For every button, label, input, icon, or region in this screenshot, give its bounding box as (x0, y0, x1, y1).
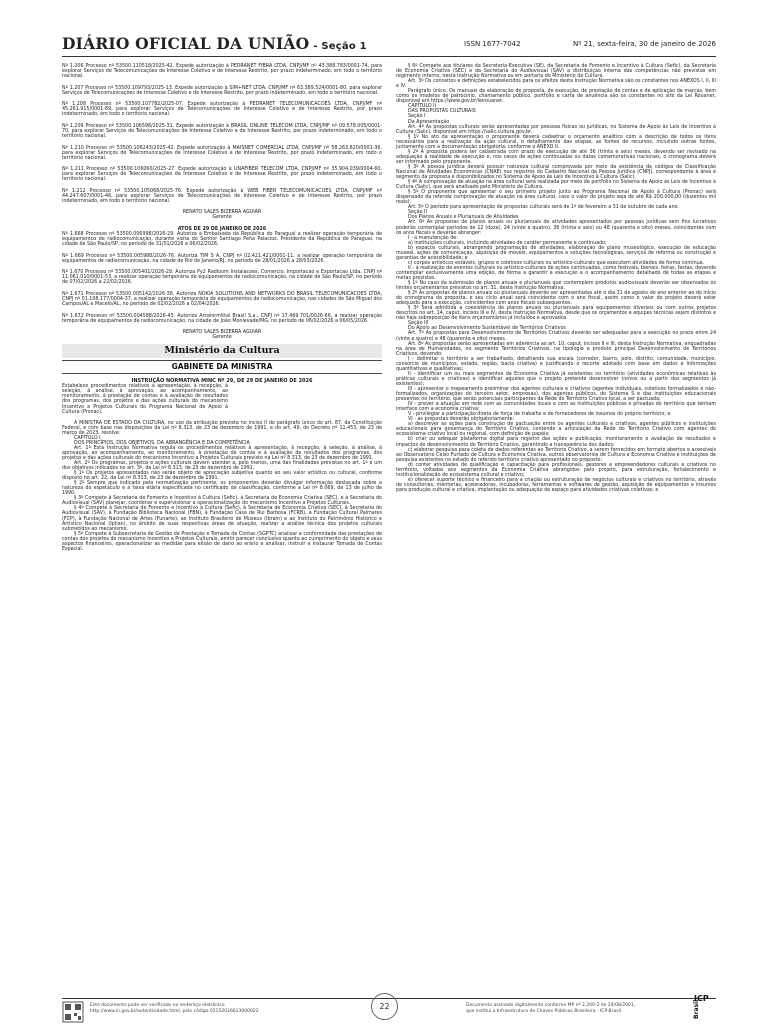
paragraph: Nº 1.206 Processo nº 53500.110518/2025-42. Expede autorização à PEDRANET FIBRA LTDA, CNPJ/MF nº 43.388.783/0001-74, para explorar Serviços de Telecomunicações de Interesse Coletivo e de Interesse Restrito, por prazo indeterminado, em todo o território nacional. (62, 64, 382, 80)
paragraph: a) instituições culturais, incluindo atividades de caráter permanente e continuado; (408, 240, 607, 246)
paragraph: e) oferecer suporte técnico e financeiro para a criação ou estruturação de negócios culturais e criativos no território, através de consultorias, mentorias, aceleradoras, incubadoras, ferramentas e softwares de gestão, aquisição de equipamentos e insumos para produção cultural e criativa, implantação ou adequação de espaço para atividades criativas coletivas; e (396, 477, 716, 493)
paragraph: § 2º Sempre que indicado pela normatização pertinente, os proponentes deverão divulgar informação destacada sobre a natureza do espetáculo e a faixa etária especificada no certificado de classificação, conforme a Lei nº 8.069, de 13 de julho de 1990. (62, 481, 382, 497)
instruction-body-continued (396, 64, 716, 493)
page-header (62, 34, 716, 54)
cabinet-heading: GABINETE DA MINISTRA (62, 360, 382, 374)
left-column (62, 64, 382, 552)
paragraph: § 5º O proponente que apresentar o seu primeiro projeto junto ao Programa Nacional de Apoio à Cultura (Pronac) será dispensado da referida comprovação de atuação na área cultural, caso o valor do projeto seja de até R$ 200.000,00 (duzentos mil reais). (396, 190, 716, 206)
paragraph: Nº 1.672 Processo nº 53500.004588/2026-43. Autoriza Arcelormittal Brasil S.a., CNPJ nº 17.469.701/0026-66, a realizar operação temporária de equipamentos de radiocomunicação, na cidade de João Monlevade/MG, no período de 06/02/2026 a 06/05/2026. (62, 313, 382, 324)
paragraph: Do Apoio ao Desenvolvimento Sustentável de Territórios Criativos (408, 326, 566, 332)
paragraph: Art. 8º As propostas serão apresentadas em aderência ao art. 10, caput, incisos II e III, desta Instrução Normativa, enquadradas na área de Humanidades, no segmento Territórios Criativos, na tipologia e produto principal Desenvolvimento de Territórios Criativos, devendo: (396, 341, 716, 357)
paragraph: Art. 7º As propostas para Desenvolvimento de Territórios Criativos deverão ser adequadas para a execução no prazo entre 24 (vinte e quatro) e 48 (quarenta e oito) meses. (396, 331, 716, 342)
paragraph: Seção II (408, 210, 427, 216)
paragraph: c) corpos artísticos estáveis, grupos e coletivos culturais ou artístico-culturais que executem atividades de forma contínua. (408, 260, 705, 266)
paragraph: Art. 2º Os programas, projetos e ações culturais devem atender a, pelo menos, uma das finalidades previstas no art. 1º e um dos objetivos indicados no art. 3º, da Lei nº 8.313, de 23 de dezembro de 1991. (62, 460, 382, 472)
signature-role: Gerente (212, 335, 232, 341)
newspaper-title (62, 34, 367, 53)
verification-line: Este documento pode ser verificado no endereço eletrônico (90, 1003, 225, 1008)
page-footer (62, 994, 716, 1027)
atos-title: ATOS DE 29 DE JANEIRO DE 2026 (177, 227, 267, 233)
signature-line: que institui a Infraestrutura de Chaves Públicas Brasileira - ICP-Brasil. (466, 1008, 623, 1014)
paragraph: b) criar ou adequar plataforma digital para registro das ações e publicação, monitoramento e avaliação de resultados e impactos do desenvolvimento do Território Criativo, garantindo a transparência dos dados; (396, 437, 716, 448)
signature-note (466, 1003, 635, 1014)
paragraph: § 5º Compete à Subsecretaria de Gestão de Prestação e Tomada de Contas (SGPTC) analisar a conformidade das prestações de contas dos projetos do mecanismo Incentivo a Projetos Culturais, emitir parecer conclusivo quanto ao cumprimento do objeto e seus aspectos financeiros, operacionalizar as medidas para elisão de dano ao erário e analisar, instruir e instaurar Tomada de Contas Especial. (62, 531, 382, 552)
title-text: DIÁRIO OFICIAL DA UNIÃO (62, 34, 310, 53)
paragraph: Da Apresentação (408, 119, 450, 125)
paragraph: CAPÍTULO I (74, 435, 101, 441)
section-label: - Seção 1 (313, 41, 367, 52)
paragraph: Nº 1.211 Processo nº 53500.106060/2025-27. Expede autorização à UNAFIBER TELECOM LTDA, CNPJ/MF nº 35.904.039/0004-60, para explorar Serviços de Telecomunicações de Interesse Coletivo e de Interesse Restrito, por prazo indeterminado, em todo o território nacional. (62, 167, 382, 183)
telecom-authorizations (62, 64, 382, 204)
paragraph: DOS PRINCÍPIOS, DOS OBJETIVOS, DA ABRANGÊNCIA E DA COMPETÊNCIA (74, 440, 250, 446)
instruction-body (62, 421, 382, 552)
paragraph: Nº 1.670 Processo nº 53500.005401/2026-29. Autoriza Py2 Radioom Instalacoes, Comercio, Importacao e Exportacao Ltda, CNPJ nº 11.061.010/0001-53, a realizar operação temporária de equipamentos de radiocomunicação, na cidade de São Paulo/SP, no período de 07/02/2026 a 22/02/2026. (62, 270, 382, 286)
paragraph: VI - as propostas deverão obrigatoriamente: (408, 417, 515, 423)
signature-name: RENATO SALES BIZERRA AGUIAR (182, 210, 262, 216)
paragraph: § 3º Será admitida a coexistência de planos anuais ou plurianuais para equipamentos diversos ou com outros projetos descritos no art. 14, caput, incisos III e IV, desta Instrução Normativa, desde que os orçamentos e equipes técnicas sejam distintos e não haja sobreposição de itens orçamentários já incluídos e aprovados. (396, 306, 716, 322)
paragraph: § 6º Compete aos titulares da Secretaria-Executiva (SE), da Secretaria de Fomento e Incentivo à Cultura (Sefic), da Secretaria de Economia Criativa (SEC) e da Secretaria do Audiovisual (SAV) a distribuição interna das competências não previstas em regimento interno, nesta Instrução Normativa ou em portaria do Ministério da Cultura. (396, 64, 716, 80)
paragraph: I - a manutenção de: (408, 235, 458, 241)
paragraph: § 3º A pessoa jurídica deverá possuir natureza cultural comprovada por meio da existência de códigos de Classificação Nacional de Atividades Econômicas (CNAE) nos registros do Cadastro Nacional da Pessoa Jurídica (CNPJ), correspondente à área e segmento da proposta e disponibilizados no Sistema de Apoio às Leis de Incentivo à Cultura (Salic). (396, 164, 716, 181)
verification-url: http://www.in.gov.br/autenticidade.html, pelo código 05152026013000022 (90, 1008, 259, 1014)
issue-date: Nº 21, sexta-feira, 30 de janeiro de 2026 (572, 40, 716, 48)
paragraph: § 1º No caso da submissão de planos anuais e plurianuais que contemplem produtos audiovisuais deverão ser observados os limites orçamentários previstos no art. 31, desta Instrução Normativa. (396, 281, 716, 292)
paragraph: a) descrever as ações para construção de pactuação entre os agentes culturais e criativos, agentes públicos e instituições educacionais para governança do Território Criativo, contendo a articulação da Rede do Território Criativo com agentes do ecossistema criativo local ou regional, com definição de papéis; (396, 422, 716, 438)
signature-line: Documento assinado digitalmente conforme MP nº 2.200-2 de 24/08/2001, (466, 1003, 636, 1008)
paragraph: Nº 1.669 Processo nº 53500.005988/2026-76. Autoriza TIM S A, CNPJ nº 02.421.421/0001-11, a realizar operação temporária de equipamentos de radiocomunicação, na cidade de Rio de Janeiro/RJ, no período de 28/01/2026 a 28/03/2026. (62, 253, 382, 264)
atos-list (62, 232, 382, 324)
paragraph: Art. 1º Esta Instrução Normativa regula os procedimentos relativos à apresentação, à recepção, à seleção, à análise, à aprovação, ao acompanhamento, ao monitoramento, à prestação de contas e à avaliação de resultados dos programas, dos projetos e das ações culturais do mecanismo Incentivo a Projetos Culturais previsto na Lei nº 8.313, de 23 de dezembro de 1991. (62, 445, 382, 461)
paragraph: d) conter atividades de qualificação e capacitação para profissionais, gestores e empreendedores culturais e criativos no território, voltadas aos segmentos da Economia Criativa abrangidos pelo projeto, para estruturação, fortalecimento e institucionalização do ecossistema cultural e criativo; (396, 462, 716, 478)
paragraph: § 4º A comprovação de atuação na área cultural será realizada por meio de portfólio no Sistema de Apoio às Leis de Incentivo à Cultura (Salic), que será analisado pelo Ministério da Cultura. (396, 180, 716, 191)
paragraph: Nº 1.208 Processo nº 53500.107782/2025-07. Expede autorização à PEDRANET TELECOMUNICACOES LTDA, CNPJ/MF nº 45.261.915/0001-89, para explorar Serviços de Telecomunicações de Interesse Coletivo e de Interesse Restrito, por prazo indeterminado, em todo o território nacional. (62, 102, 382, 118)
instruction-title: INSTRUÇÃO NORMATIVA MINC Nº 29, DE 29 DE JANEIRO DE 2026 (131, 378, 313, 385)
icp-text: ICP (694, 994, 709, 1003)
paragraph: Nº 1.671 Processo nº 53500.005142/2026-36. Autoriza NOKIA SOLUTIONS AND NETWORKS DO BRASIL TELECOMUNICACOES LTDA, CNPJ nº 01.108.177/0004-37, a realizar operação temporária de equipamentos de radiocomunicação, nas cidades de São Miguel dos Campos/AL e Maceió/AL, no período de 02/02/2026 a 02/04/2026. (62, 291, 382, 308)
verification-note (90, 1003, 259, 1014)
qr-code-icon (62, 1001, 84, 1023)
paragraph: I - delimitar o território a ser trabalhado, detalhando sua escala (corredor, bairro, polo, distrito, comunidade, município, consórcio de municípios, estado, região, bacia criativa) e justificando o recorte adotado com base em dados e informações quantitativas e qualitativas; (396, 356, 716, 372)
paragraph: III - apresentar o mapeamento preliminar dos agentes culturais e criativos (agentes individuais, coletivos formalizados e não-formalizados, organizações do terceiro setor, empresas), dos agentes públicos, do Sistema S e das instituições educacionais presentes no território, que serão potenciais participantes da Rede do Território Criativo local, a ser pactuada; (396, 387, 716, 403)
paragraph: Seção I (408, 114, 426, 120)
paragraph: Parágrafo único. Os manuais de elaboração de proposta, de execução, de prestação de contas e de aplicação de marcas, bem como os modelos de patrocínio, chamamento público, portfólio e carta de anuência são os constantes no site da Lei Rouanet, disponível em https://www.gov.br/leirouanet. (396, 89, 716, 105)
paragraph: II - identificar um ou mais segmentos da Economia Criativa já existentes no território (atividades econômicas relativas às práticas culturais e criativas) e identificar aqueles que o projeto pretende desenvolver (novos ou a partir dos segmentos já existentes); (396, 371, 716, 387)
paragraph: IV - prever a atuação em rede com as comunidades locais e com as instituições públicas e privadas do território que tenham interface com a economia criativa; (396, 402, 716, 413)
paragraph: Nº 1.209 Processo nº 53500.106598/2025-31. Expede autorização à BRASIL ONLINE TELECOM LTDA, CNPJ/MF nº 09.578.005/0001-70, para explorar Serviços de Telecomunicações de Interesse Coletivo e de Interesse Restrito, por prazo indeterminado, em todo o território nacional. (62, 123, 382, 139)
paragraph: § 2º As propostas de planos anuais ou plurianuais deverão ser apresentadas até o dia 31 de agosto do ano anterior ao do início do cronograma da proposta, e seu ciclo anual será coincidente com o ano fiscal, assim como o valor do projeto deverá estar adequado para a execução, coincidentes com anos fiscais subsequentes. (396, 291, 716, 307)
paragraph: Art. 4º As propostas culturais serão apresentadas por pessoas físicas ou jurídicas, no Sistema de Apoio às Leis de Incentivo à Cultura (Salic), disponível em https://salic.cultura.gov.br. (396, 124, 716, 135)
icp-brasil-text: Brasil (693, 999, 700, 1019)
paragraph: V - privilegiar a participação direta de força de trabalho e de fornecedores de insumos do próprio território; e (408, 412, 671, 418)
paragraph: § 4º Compete à Secretaria de Fomento e Incentivo à Cultura (Sefic), à Secretaria de Economia Criativa (SEC), à Secretaria do Audiovisual (SAV), à Fundação Biblioteca Nacional (FBN), à Fundação Casa de Rui Barbosa (FCRB), à Fundação Cultural Palmares (FCP), à Fundação Nacional de Artes (Funarte), ao Instituto Brasileiro de Museus (Ibram) e ao Instituto do Patrimônio Histórico e Artístico Nacional (Iphan), no âmbito de suas respectivas áreas de atuação, realizar a análise técnica dos projetos culturais submetidos ao mecanismo. (62, 506, 382, 532)
paragraph: Nº 1.212 Processo nº 53500.105068/2025-76. Expede autorização à WEB FIBER TELECOMUNICACOES LTDA, CNPJ/MF nº 44.247.607/0001-46, para explorar Serviços de Telecomunicações de Interesse Coletivo e de Interesse Restrito, por prazo indeterminado, em todo o território nacional. (62, 188, 382, 204)
paragraph: Nº 1.210 Processo nº 53500.106243/2025-42. Expede autorização à MAISNET COMERCIAL LTDA, CNPJ/MF nº 58.263.820/0001-36, para explorar Serviços de Telecomunicações de Interesse Coletivo e de Interesse Restrito, por prazo indeterminado, em todo o território nacional. (62, 145, 382, 161)
ministry-heading: Ministério da Cultura (62, 344, 382, 358)
paragraph: c) elaborar pesquisa para coleta de dados referentes ao Território Criativo, a serem fornecidos em formato abertos e acessíveis ao Observatório Celso Furtado de Cultura e Economia Criativa, outros observatórios de Cultura e Economia Criativa e instituições de pesquisa existentes no estado do referido território criativo apresentado no proposto; (396, 447, 716, 463)
header-rule (62, 56, 716, 57)
instruction-summary: Estabelece procedimentos relativos à apresentação, à recepção, à seleção, à análise, à aprovação, ao acompanhamento, ao monitoramento, à prestação de contas e à avaliação de resultados dos programas, dos projetos e das ações culturais do mecanismo Incentivo a Projetos Culturais do Programa Nacional de Apoio à Cultura (Pronac). (62, 384, 228, 415)
issn-label: ISSN 1677-7042 (464, 40, 521, 48)
signature-name: RENATO SALES BIZERRA AGUIAR (182, 330, 262, 336)
paragraph: § 3º Compete à Secretaria de Fomento e Incentivo à Cultura (Sefic), à Secretaria de Economia Criativa (SEC), e à Secretaria do Audiovisual (SAV) planejar, coordenar e supervisionar a operacionalização do mecanismo Incentivo a Projetos Culturais. (62, 496, 382, 507)
paragraph: Nº 1.668 Processo nº 53500.006998/2026-29. Autoriza a Embaixada da República do Paraguai a realizar operação temporária de equipamentos de radiocomunicação, durante visita do Senhor Santiago Peña Palacios, Presidente da República do Paraguai, na cidade de São Paulo/SP, no período de 31/01/2026 a 06/02/2026. (62, 232, 382, 248)
right-column (396, 64, 716, 493)
paragraph: § 2º A proposta poderá ser cadastrada com prazo de execução de até 36 (trinta e seis) meses, devendo ser revisado na adequação à realidade de execução e, nos casos de ações continuadas ou datas comemorativas nacionais, o cronograma deverá ser informado pelo proponente. (396, 149, 716, 165)
paragraph: DAS PROPOSTAS CULTURAIS (408, 109, 476, 115)
paragraph: § 1º No ato da apresentação o proponente deverá cadastrar o orçamento analítico com a descrição de todos os itens necessários para a realização da ação cultural, o detalhamento das etapas, as fontes de recursos, incluindo outras fontes, juntamente com a documentação obrigatória, conforme o ANEXO II. (396, 134, 716, 150)
paragraph: Nº 1.207 Processo nº 53500.109793/2025-13. Expede autorização à SIM+NET LTDA, CNPJ/MF nº 63.389.524/0001-80, para explorar Serviços de Telecomunicações de Interesse Coletivo e de Interesse Restrito, por prazo indeterminado, em todo o território nacional. (62, 85, 382, 96)
paragraph: § 1º Os projetos apresentados não serão objeto de apreciação subjetiva quanto ao seu valor artístico ou cultural, conforme disposto no art. 22, da Lei nº 8.313, de 23 de dezembro de 1991. (62, 471, 382, 482)
signature-role: Gerente (212, 215, 232, 221)
paragraph: CAPÍTULO II (408, 104, 437, 110)
paragraph: Art. 6º As propostas de planos anuais ou plurianuais de atividades apresentados por pessoas jurídicas sem fins lucrativos poderão contemplar períodos de 12 (doze), 24 (vinte e quatro), 36 (trinta e seis) ou 48 (quarenta e oito) meses, coincidentes com os anos fiscais e deverão abranger: (396, 220, 716, 236)
page-number: 22 (371, 993, 398, 1020)
icp-brasil-logo (694, 995, 716, 1021)
paragraph: II - a realização de eventos culturais ou artístico-culturais de ações continuadas, como festivais, bienais, feiras, festas, devendo contemplar exclusivamente uma edição, de forma a garantir a execução e o acompanhamento detalhado de todas as etapas e metas previstas. (396, 265, 716, 281)
paragraph: b) espaços culturais, abrangendo programação de atividades, elaboração de plano museológico, execução de educação museal, ações de comunicação, aquisição de móveis, equipamentos e soluções tecnológicas, serviços de reforma ou construção e garantias de acessibilidade; e (396, 245, 716, 261)
paragraph: Seção III (408, 321, 429, 327)
paragraph: Art. 5º O período para apresentação de propostas culturais será de 1º de fevereiro a 31 de outubro de cada ano. (408, 205, 680, 211)
paragraph: A MINISTRA DE ESTADO DA CULTURA, no uso da atribuição prevista no inciso II do parágrafo único do art. 87, da Constituição Federal, e com base nas disposições da Lei nº 8.313, de 23 de dezembro de 1991, e do art. 49, do Decreto nº 11.453, de 23 de março de 2023, resolve: (62, 420, 382, 436)
paragraph: Dos Planos Anuais e Plurianuais de Atividades (408, 215, 519, 221)
paragraph: Art. 3º Os conceitos e definições estabelecidos para os efeitos desta Instrução Normativa são os constantes nos ANEXOS I, II, III e IV. (396, 79, 716, 90)
